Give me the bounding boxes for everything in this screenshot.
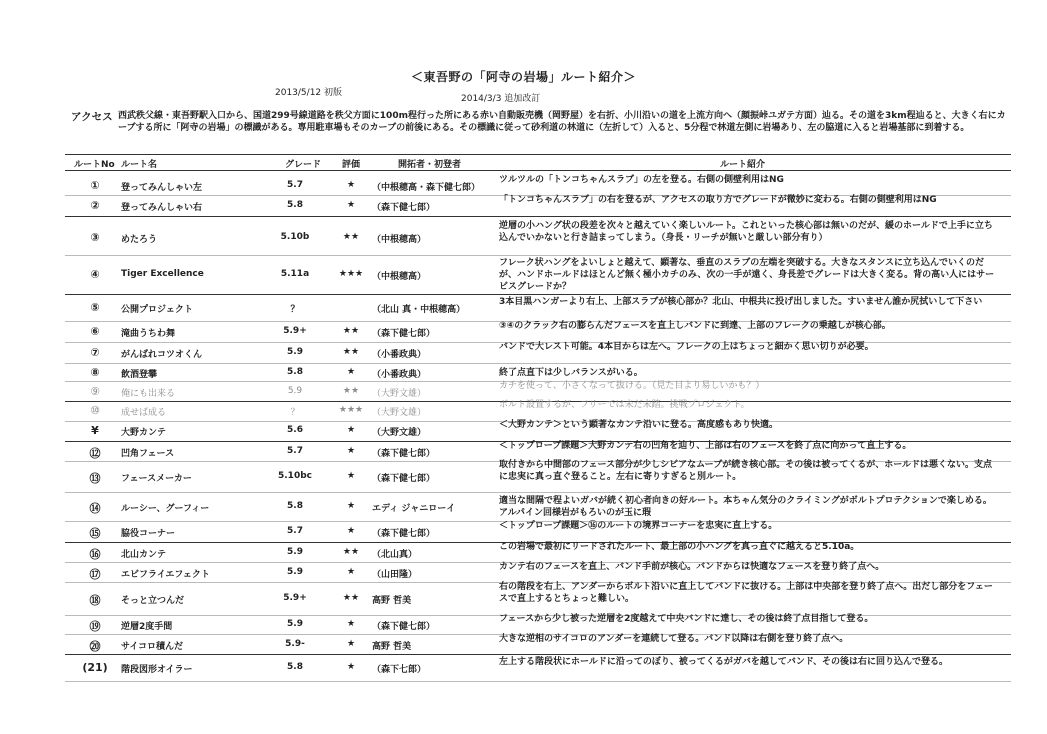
route-rating: ★★ xyxy=(342,232,360,242)
group-divider xyxy=(65,654,1011,655)
route-name: 登ってみんしゃい右 xyxy=(121,203,203,213)
route-pioneer: （大野文雄） xyxy=(372,428,427,438)
date-first-edition: 2013/5/12 初版 xyxy=(275,88,343,98)
route-name: 登ってみんしゃい左 xyxy=(121,183,203,193)
route-grade: 5.9 xyxy=(287,566,303,577)
route-no: ⑬ xyxy=(89,472,101,485)
route-rating: ★★ xyxy=(342,546,360,557)
route-grade: 5.8 xyxy=(287,662,303,672)
route-no: ⑱ xyxy=(89,594,101,607)
route-rating: ★ xyxy=(346,445,356,456)
route-rating: ★ xyxy=(346,638,356,649)
header-route-intro: ルート紹介 xyxy=(720,160,766,170)
header-rating: 評価 xyxy=(342,160,361,170)
header-grade: グレード xyxy=(285,160,322,170)
header-route-no: ルートNo xyxy=(74,160,115,170)
route-grade: 5.7 xyxy=(287,180,303,190)
route-intro: 適当な間隔で程よいガバが続く初心者向きの好ルート。本ちゃん気分のクライミングがボルトプロテクションで楽しめる。アルパイン回様岩がもろいのが玉に瑕 xyxy=(499,496,992,518)
route-intro: ボルト設置するが、フリーでは未だ未踏。挑戦プロジェクト。 xyxy=(499,400,750,410)
route-name: 滝曲うちわ舞 xyxy=(121,329,176,339)
route-name: 飲酒登攀 xyxy=(121,369,158,380)
route-name: フェースメーカー xyxy=(121,474,192,484)
route-grade: 5.10bc xyxy=(278,471,312,481)
route-grade: 5.10b xyxy=(280,232,310,242)
route-rating: ★ xyxy=(346,619,356,629)
route-no: ⑮ xyxy=(89,527,101,540)
route-no: ⑨ xyxy=(90,384,100,398)
route-no: ⑯ xyxy=(89,547,101,561)
route-rating: ★★★ xyxy=(338,405,364,415)
route-grade: 5.6 xyxy=(287,425,303,435)
route-name: サイコロ積んだ xyxy=(121,641,184,652)
header-pioneer: 開拓者・初登者 xyxy=(398,160,462,170)
route-pioneer: （森下健七郎） xyxy=(372,203,436,213)
route-rating: ★★ xyxy=(342,347,360,357)
route-no: (21) xyxy=(82,661,108,674)
route-grade: 5.9+ xyxy=(283,326,307,336)
route-grade: ？ xyxy=(290,305,300,315)
route-name: 逆層2度手間 xyxy=(121,622,173,632)
route-rating: ★ xyxy=(346,501,356,511)
route-no: ¥ xyxy=(91,424,99,437)
table-header-rule xyxy=(65,170,1011,171)
route-name: 公開プロジェクト xyxy=(121,305,193,315)
route-name: 階段図形オイラー xyxy=(121,665,193,675)
route-grade: 5.8 xyxy=(287,366,303,377)
route-intro: カチを使って、小さくなって抜ける。（見た目より易しいかも？） xyxy=(499,380,765,391)
route-no: ② xyxy=(90,199,100,212)
route-rating: ★ xyxy=(346,180,356,190)
route-rating: ★★ xyxy=(342,593,360,603)
route-rating: ★ xyxy=(346,425,356,435)
route-grade: ？ xyxy=(290,408,300,418)
route-no: ④ xyxy=(90,268,100,281)
route-rating: ★ xyxy=(346,566,356,577)
route-grade: 5.11a xyxy=(280,269,310,279)
route-pioneer: （小番政典） xyxy=(372,350,427,360)
route-name: めたろう xyxy=(121,235,158,245)
row-divider xyxy=(65,681,1011,682)
route-name: 脇役コーナー xyxy=(121,529,176,539)
route-pioneer: （大野文雄） xyxy=(372,388,427,399)
route-no: ⑳ xyxy=(89,639,101,653)
route-no: ⑲ xyxy=(89,620,101,633)
route-intro: 逆層の小ハング状の段差を次々と越えていく楽しいルート。これといった核心部は無いのだが、緩のホールドで上手に立ち込んでいかないと行き詰まってしまう。（身長・リーチが無いと厳しい部分有り） xyxy=(499,221,993,243)
route-intro: 3本目黒ハンガーより右上、上部スラブが核心部か？北山、中根共に投げ出しました。すいません誰か尻拭いして下さい xyxy=(499,297,983,307)
route-grade: 5.7 xyxy=(287,445,303,456)
route-rating: ★★★ xyxy=(338,269,364,279)
route-grade: 5.9 xyxy=(287,347,303,357)
route-intro: カンテ右のフェースを直上、バンド手前が核心。バンドからは快適なフェースを登り終了点へ。 xyxy=(499,561,885,572)
route-name: 大野カンテ xyxy=(121,428,167,438)
route-intro: 左上する階段状にホールドに沿ってのぼり、被ってくるがガバを越してバンド、その後は右に回り込んで登る。 xyxy=(499,657,949,667)
route-pioneer: （山田隆） xyxy=(372,569,418,580)
date-revised: 2014/3/3 追加改訂 xyxy=(461,94,541,104)
route-intro: 終了点直下は少しバランスがいる。 xyxy=(499,367,643,378)
route-intro: ＜トップロープ課題＞大野カンテ右の凹角を辿り、上部は右のフェースを終了点に向かって直上する。 xyxy=(499,440,912,451)
route-rating: ★ xyxy=(346,200,356,210)
route-intro: この岩場で最初にリードされたルート、最上部の小ハングを真っ直ぐに越えると5.10a。 xyxy=(499,541,860,552)
route-name: 凹角フェース xyxy=(121,448,175,459)
route-no: ⑧ xyxy=(90,365,100,379)
route-name: 北山カンテ xyxy=(121,549,167,560)
route-pioneer: （森下健七郎） xyxy=(372,622,436,632)
route-no: ⑥ xyxy=(90,325,100,338)
route-pioneer: （森下健七郎） xyxy=(372,529,436,539)
route-intro: 大きな逆相のサイコロのアンダーを連続して登る。バンド以降は右側を登り終了点へ。 xyxy=(499,633,849,644)
route-name: 成せば成る xyxy=(121,408,167,418)
route-intro: フェースから少し被った逆層を2度越えて中央バンドに達し、その後は終了点目指して登る。 xyxy=(499,614,874,624)
page-title: ＜東吾野の「阿寺の岩場」ルート紹介＞ xyxy=(410,70,636,84)
route-intro: フレーク状ハングをよいしょと越えて、顕著な、垂直のスラブの左端を突破する。大きなスタンスに立ち込んでいくのだが、ハンドホールドはほとんど無く極小カチのみ、次の一手が遠く、身長差でグレードは大きく変る。背の高い人にはサービスグレードか？ xyxy=(499,258,995,292)
row-divider xyxy=(65,255,1011,256)
route-pioneer: （大野文雄） xyxy=(372,408,427,418)
route-pioneer: （中根穂高） xyxy=(372,272,427,282)
route-no: ⑤ xyxy=(90,301,100,314)
route-rating: ★★ xyxy=(342,385,360,396)
row-divider xyxy=(65,363,1011,364)
access-text: 西武秩父線・東吾野駅入口から、国道299号線道路を秩父方面に100m程行った所にある赤い自動販売機（岡野屋）を右折、小川沿いの道を上流方向へ（顔振峠ユガテ方面）辿る。その道を3km程辿ると、大きく右にカーブする所に「阿寺の岩場」の標識がある。専用駐車場もそのカーブの前後にある。その標識に従って砂利道の林道に（左折して）入ると、5分程で林道左側に岩場あり、左の脇道に入ると岩場基部に到着する。 xyxy=(118,111,1006,133)
route-pioneer: （中根穂高） xyxy=(372,235,427,245)
route-grade: 5.8 xyxy=(287,501,303,511)
route-no: ③ xyxy=(90,231,100,244)
access-label: アクセス xyxy=(71,111,113,123)
route-pioneer: 高野 哲美 xyxy=(372,596,412,606)
header-route-name: ルート名 xyxy=(121,160,158,170)
route-rating: ★ xyxy=(346,471,356,481)
route-pioneer: （北山 真・中根穂高） xyxy=(372,305,466,315)
route-pioneer: （森下健七郎） xyxy=(372,448,436,459)
row-divider xyxy=(65,492,1011,493)
route-pioneer: 高野 哲美 xyxy=(372,641,412,652)
table-top-rule xyxy=(65,154,1011,155)
route-no: ⑭ xyxy=(89,502,101,515)
group-divider xyxy=(65,216,1011,217)
route-intro: ＜トップロープ課題＞⑯のルートの境界コーナーを忠実に直上する。 xyxy=(499,521,778,531)
route-grade: 5.9- xyxy=(285,638,305,649)
route-grade: 5.9 xyxy=(287,385,303,396)
route-grade: 5.9 xyxy=(287,546,303,557)
route-intro: ③④のクラック右の膨らんだフェースを直上しバンドに到達、上部のフレークの乗越しが核心部。 xyxy=(499,321,891,331)
route-name: Tiger Excellence xyxy=(121,269,204,279)
route-pioneer: エディ ジャニローイ xyxy=(372,504,456,514)
route-rating: ★ xyxy=(346,662,356,672)
route-name: エビフライエフェクト xyxy=(121,569,210,580)
route-pioneer: （小番政典） xyxy=(372,369,427,380)
route-no: ⑦ xyxy=(90,346,100,359)
route-name: ルーシー、グーフィー xyxy=(121,504,210,514)
route-grade: 5.9+ xyxy=(283,593,307,603)
route-no: ⑩ xyxy=(90,404,100,417)
route-pioneer: （森下健七郎） xyxy=(372,474,436,484)
route-intro: ＜大野カンテ＞という顕著なカンテ沿いに登る。高度感もあり快適。 xyxy=(499,420,779,430)
route-rating: ★ xyxy=(346,366,356,377)
route-intro: バンドで大レスト可能。4本目からは左へ。フレークの上はちょっと細かく思い切りが必要。 xyxy=(499,342,874,352)
route-name: そっと立つんだ xyxy=(121,596,185,606)
route-pioneer: （森下健七郎） xyxy=(372,329,436,339)
route-rating: ★ xyxy=(346,526,356,536)
route-rating: ★★ xyxy=(342,326,360,336)
route-no: ⑰ xyxy=(89,567,101,581)
route-intro: ツルツルの「トンコちゃんスラブ」の左を登る。右側の側壁利用はNG xyxy=(499,175,784,185)
route-grade: 5.8 xyxy=(287,200,303,210)
route-name: 俺にも出来る xyxy=(121,388,176,399)
route-no: ⑫ xyxy=(89,446,101,460)
route-grade: 5.7 xyxy=(287,526,303,536)
route-intro: 右の階段を右上、アンダーからボルト沿いに直上してバンドに抜ける。上部は中央部を登り終了点へ。出だし部分をフェースで直上するとちょっと難しい。 xyxy=(499,582,993,604)
route-no: ① xyxy=(90,179,100,192)
route-pioneer: （森下七郎） xyxy=(372,665,427,675)
route-pioneer: （中根穂高・森下健七郎） xyxy=(372,183,481,193)
route-intro: 取付きから中間部のフェース部分が少しシビアなムーブが続き核心部。その後は被ってくるが、ホールドは悪くない。支点に忠実に真っ直ぐ登ること。左右に寄りすぎると別ルート。 xyxy=(499,460,993,482)
route-name: がんばれコツオくん xyxy=(121,350,203,360)
route-pioneer: （北山真） xyxy=(372,549,418,560)
route-grade: 5.9 xyxy=(287,619,303,629)
route-intro: 「トンコちゃんスラブ」の右を登るが、アクセスの取り方でグレードが微妙に変わる。右側の側壁利用はNG xyxy=(499,195,937,205)
group-divider xyxy=(65,294,1011,295)
